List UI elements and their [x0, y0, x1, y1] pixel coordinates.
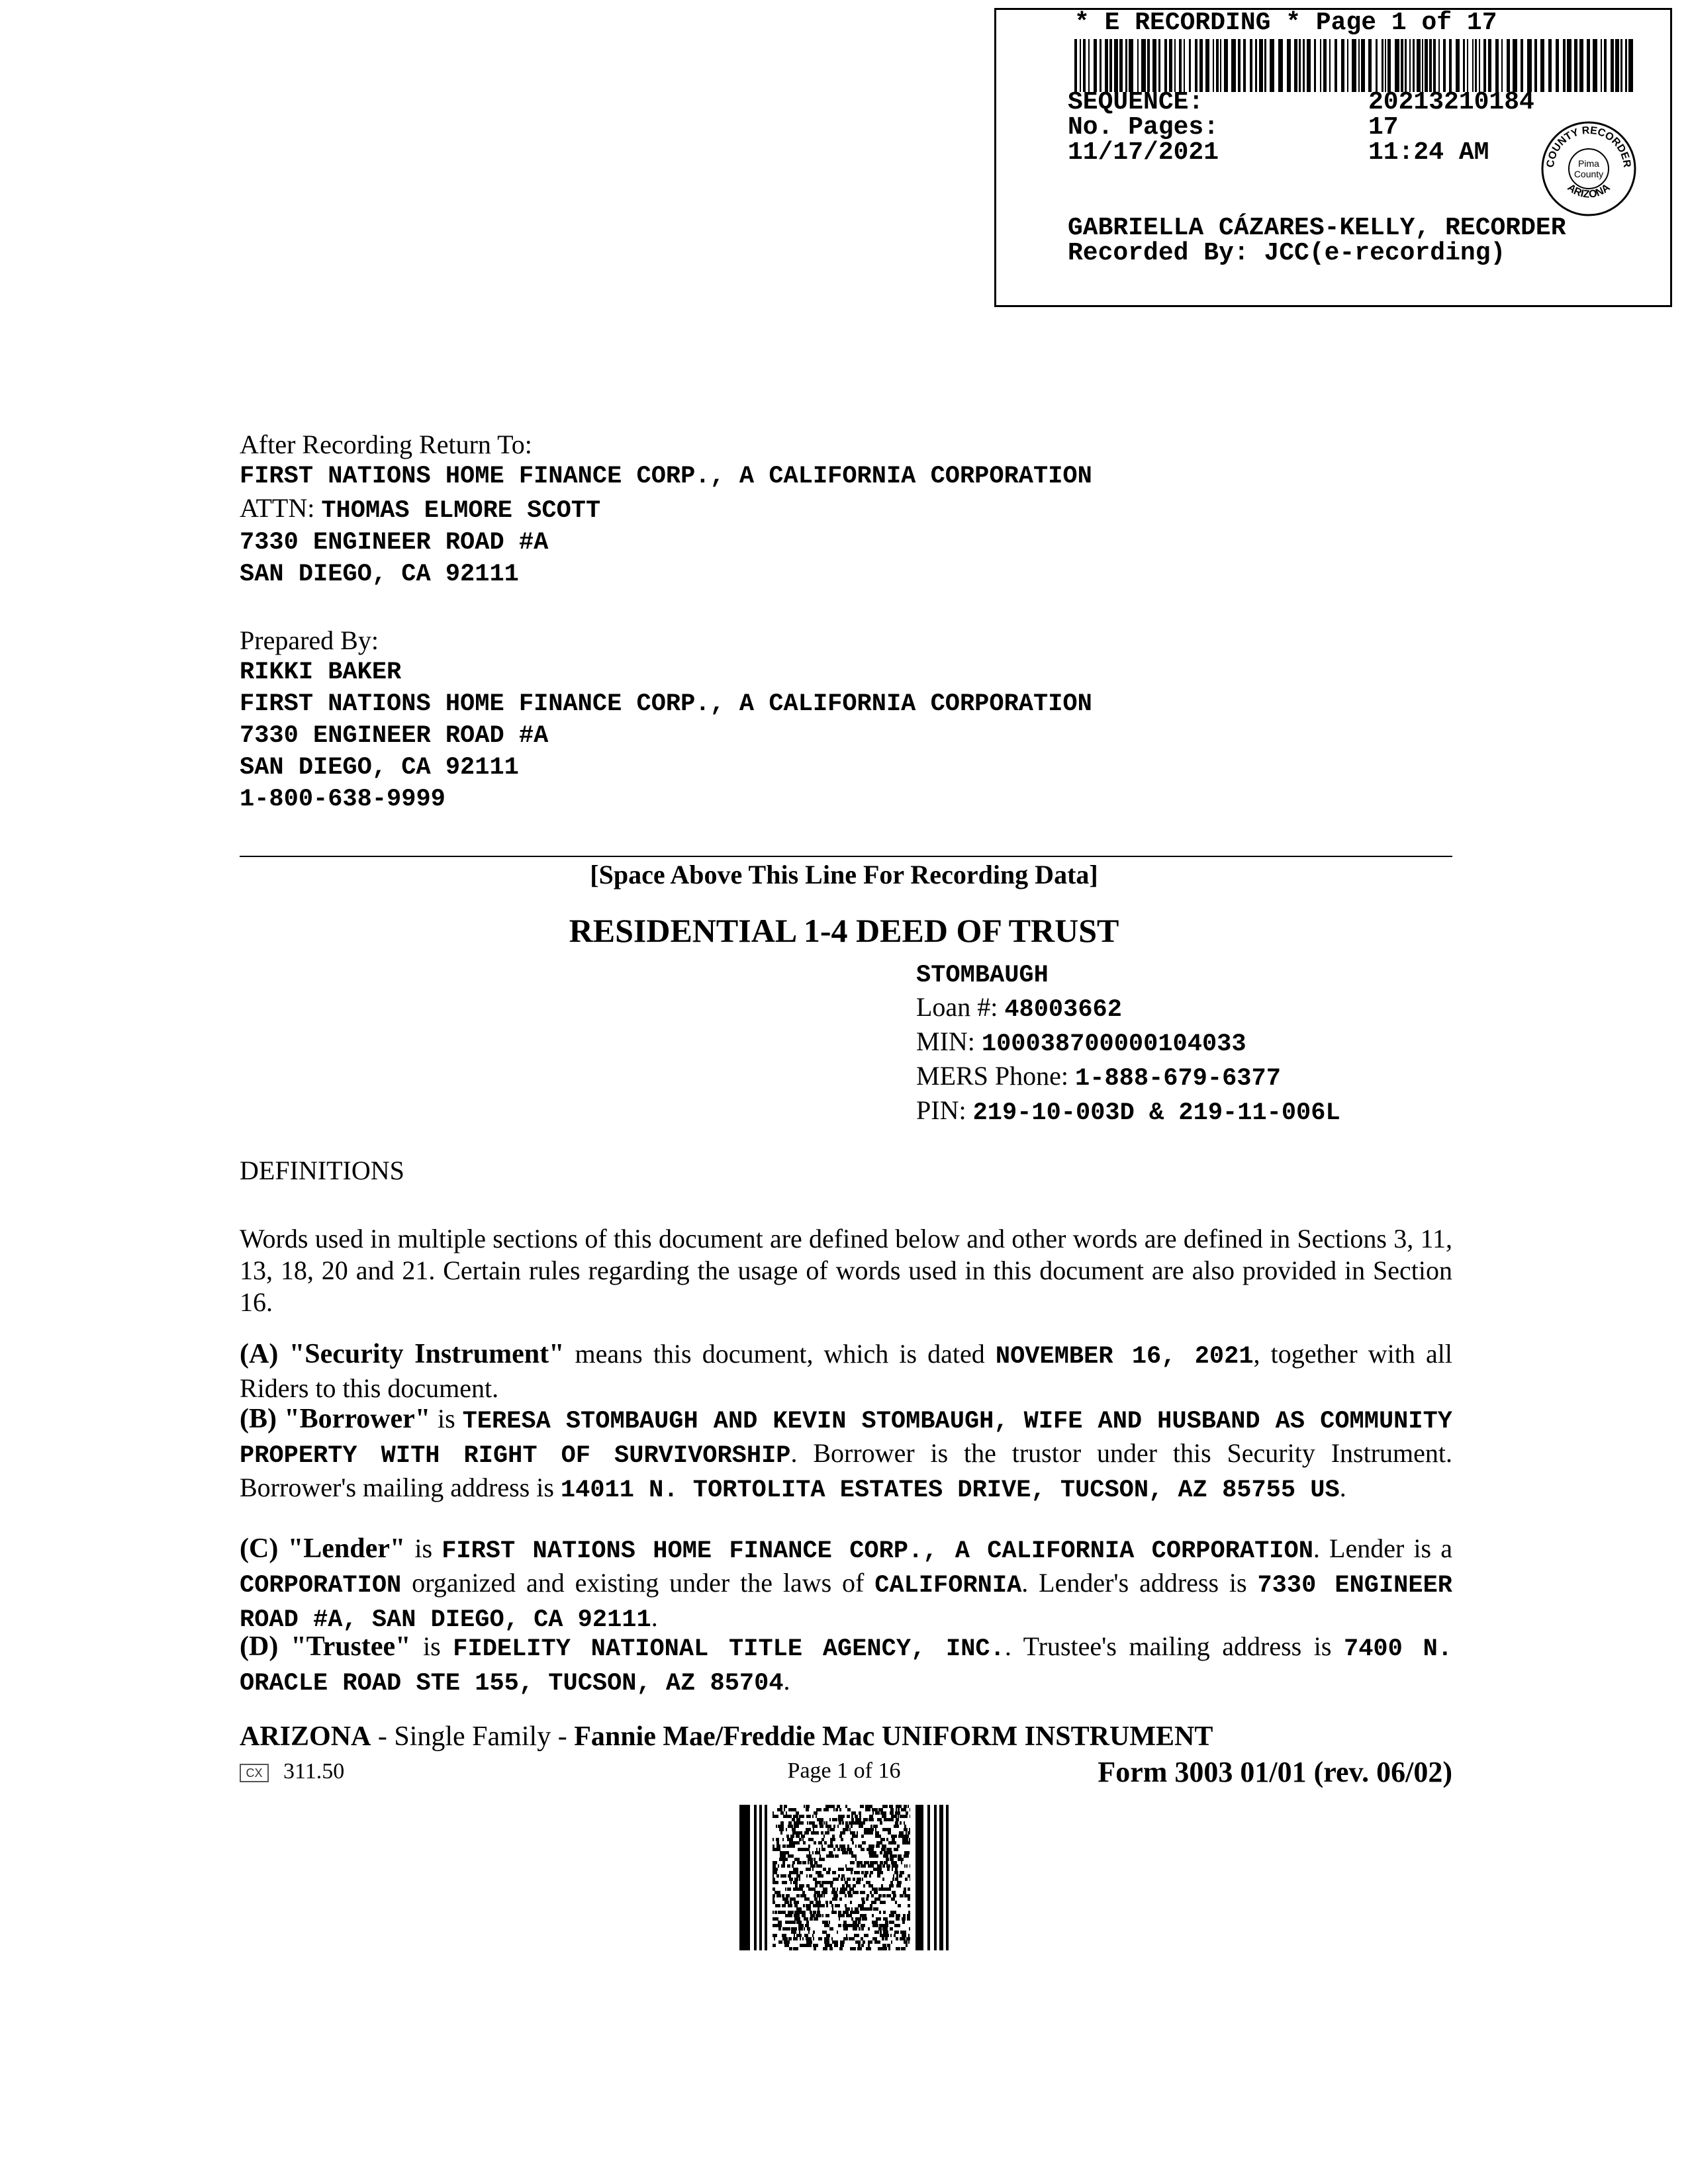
def-b-text3: . [1339, 1473, 1346, 1502]
def-d-address1: 7400 N. ORACLE ROAD STE 155 [240, 1635, 1452, 1698]
def-c-lender: FIRST NATIONS HOME FINANCE CORP., A CALIFORNIA CORPORATION [442, 1537, 1313, 1565]
def-c-text2: . Lender is a [1313, 1533, 1453, 1563]
mers-phone-line [916, 1060, 1340, 1095]
footer-code: 311.50 [283, 1759, 345, 1784]
recording-header: * E RECORDING * Page 1 of 17 [1074, 9, 1497, 37]
footer-instrument: Fannie Mae/Freddie Mac UNIFORM INSTRUMENT [574, 1721, 1213, 1752]
recording-date: 11/17/2021 [1068, 138, 1219, 167]
def-c-text3: organized and existing under the laws of [401, 1568, 875, 1598]
definitions-heading: DEFINITIONS [240, 1156, 404, 1185]
loan-info-block [916, 960, 1340, 1129]
def-d-label: (D) "Trustee" [240, 1631, 411, 1662]
attn-name: THOMAS ELMORE SCOTT [321, 497, 601, 525]
def-c-entity: CORPORATION [240, 1572, 402, 1600]
pin-line [916, 1095, 1340, 1129]
pdf417-barcode [739, 1805, 950, 1950]
pin-number: 219-10-003D & 219-11-006L [972, 1099, 1340, 1127]
loan-number-line [916, 991, 1340, 1026]
pin-label: PIN: [916, 1095, 966, 1125]
seal-bottom-text: ARIZONA [1565, 181, 1613, 201]
seal-center-text-2: County [1573, 169, 1604, 179]
def-c-text1: is [405, 1533, 442, 1563]
loan-label: Loan #: [916, 992, 998, 1022]
borrower-surname: STOMBAUGH [916, 962, 1049, 989]
footer-state: ARIZONA [240, 1721, 371, 1752]
form-code-icon: CX [240, 1764, 269, 1782]
def-c-address: 7330 ENGINEER ROAD #A, SAN DIEGO, CA 92111 [240, 1572, 1452, 1634]
def-b-address: 14011 N. TORTOLITA ESTATES DRIVE, TUCSON, AZ 85755 US [560, 1477, 1340, 1504]
def-d-text3: . [783, 1666, 790, 1696]
def-a-label: (A) "Security Instrument" [240, 1339, 565, 1369]
form-number: Form 3003 01/01 (rev. 06/02) [1098, 1756, 1452, 1788]
return-to-address1: 7330 ENGINEER ROAD #A [240, 529, 549, 557]
loan-number: 48003662 [1004, 996, 1122, 1024]
prepared-by-label: Prepared By: [240, 625, 379, 655]
def-c-text5: . [651, 1602, 658, 1632]
recording-barcode [1074, 39, 1634, 92]
prepared-by-name: RIKKI BAKER [240, 659, 402, 686]
recording-time: 11:24 AM [1368, 138, 1489, 167]
return-to-block [240, 429, 1092, 590]
mers-label: MERS Phone: [916, 1061, 1069, 1091]
def-a-date: NOVEMBER 16, 2021 [995, 1343, 1254, 1371]
definition-c [240, 1533, 1452, 1636]
return-to-company: FIRST NATIONS HOME FINANCE CORP., A CALIFORNIA CORPORATION [240, 463, 1092, 490]
def-c-label: (C) "Lender" [240, 1533, 406, 1564]
def-c-text4: . Lender's address is [1021, 1568, 1258, 1598]
def-b-text2: . Borrower is the trustor under this Security Instrument. Borrower's mailing address is [240, 1438, 1452, 1502]
footer-instrument-line [240, 1721, 1213, 1752]
def-d-address2: , TUCSON, AZ 85704 [518, 1670, 784, 1698]
return-to-address2: SAN DIEGO, CA 92111 [240, 561, 519, 588]
min-label: MIN: [916, 1026, 975, 1056]
min-line [916, 1026, 1340, 1060]
definition-d [240, 1631, 1452, 1700]
svg-text:ARIZONA [1565, 182, 1613, 201]
return-to-label: After Recording Return To: [240, 430, 532, 459]
prepared-by-block [240, 625, 1092, 815]
min-number: 100038700000104033 [981, 1030, 1246, 1058]
def-d-trustee: FIDELITY NATIONAL TITLE AGENCY, INC. [453, 1635, 1005, 1663]
recorded-by: Recorded By: JCC(e-recording) [1068, 239, 1506, 267]
prepared-by-company: FIRST NATIONS HOME FINANCE CORP., A CALIFORNIA CORPORATION [240, 690, 1092, 718]
prepared-by-address2: SAN DIEGO, CA 92111 [240, 754, 519, 782]
def-b-names: TERESA STOMBAUGH AND KEVIN STOMBAUGH, WIFE AND HUSBAND AS COMMUNITY PROPERTY WITH RIGHT OF SURVIVORSHIP [240, 1408, 1452, 1470]
return-to-attn [240, 492, 1092, 527]
footer-sep: - Single Family - [371, 1721, 575, 1752]
county-seal-icon [1539, 119, 1638, 218]
prepared-by-phone: 1-800-638-9999 [240, 786, 445, 813]
def-b-text1: is [430, 1404, 463, 1433]
definition-b [240, 1403, 1452, 1506]
pages-value: 17 [1368, 113, 1399, 142]
definition-a [240, 1338, 1452, 1404]
page-number: Page 1 of 16 [787, 1758, 901, 1783]
def-a-text1: means this document, which is dated [564, 1339, 996, 1369]
pages-label: No. Pages: [1068, 113, 1219, 142]
sequence-label: SEQUENCE: [1068, 88, 1204, 116]
def-b-label: (B) "Borrower" [240, 1404, 431, 1434]
attn-label: ATTN: [240, 493, 315, 523]
sequence-value: 20213210184 [1368, 88, 1534, 116]
recorder-name: GABRIELLA CÁZARES-KELLY, RECORDER [1068, 214, 1566, 242]
document-title: RESIDENTIAL 1-4 DEED OF TRUST [569, 912, 1119, 949]
prepared-by-address1: 7330 ENGINEER ROAD #A [240, 722, 549, 750]
recording-divider [240, 856, 1452, 857]
intro-paragraph: Words used in multiple sections of this document are defined below and other words are defined in Sections 3, 11, 13, 18, 20 and 21. Certain rules regarding the usage of words used in this document are also provided in Section 16. [240, 1224, 1452, 1317]
def-c-state: CALIFORNIA [874, 1572, 1022, 1600]
def-d-text2: . Trustee's mailing address is [1004, 1631, 1344, 1661]
seal-top-text: COUNTY RECORDER [1544, 124, 1633, 169]
def-d-text1: is [410, 1631, 453, 1661]
mers-phone: 1-888-679-6377 [1075, 1065, 1281, 1093]
space-above-note: [Space Above This Line For Recording Data] [590, 860, 1098, 889]
def-a-text2: , together with all Riders to this document. [240, 1339, 1452, 1403]
recording-stamp [994, 8, 1672, 307]
seal-center-text-1: Pima [1578, 158, 1599, 169]
